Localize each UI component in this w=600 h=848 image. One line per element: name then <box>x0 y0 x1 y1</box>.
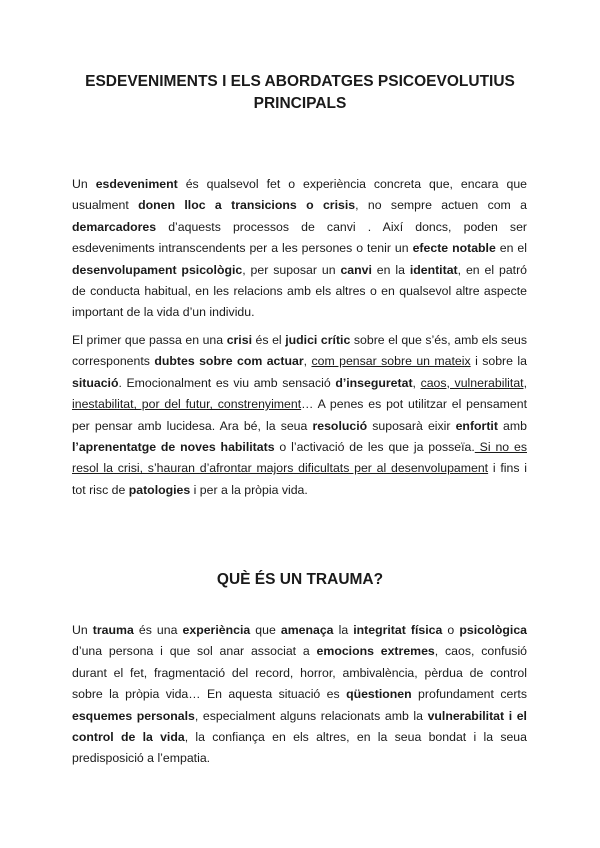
text-run: , en el patró de conducta habitual, en les relacions amb els altres o en qualsevol altre aspecte important de la vida d’un individu. <box>72 262 528 320</box>
text-run: en la <box>371 262 410 277</box>
text-run: demarcadores <box>72 219 157 234</box>
text-run: crisi <box>226 333 252 347</box>
text-run: Un <box>72 177 96 191</box>
text-run: qüestionen <box>346 687 412 702</box>
text-run: integritat física <box>353 623 443 637</box>
text-run: és el <box>251 333 286 347</box>
paragraph-esdeveniment <box>72 174 527 324</box>
text-run: , per suposar un <box>242 262 341 277</box>
text-run: esdeveniment <box>95 177 178 191</box>
text-run: és una <box>133 623 183 637</box>
text-run: . Emocionalment es viu amb sensació <box>118 375 336 390</box>
text-run: efecte notable <box>412 241 496 256</box>
paragraph-trauma <box>72 620 527 770</box>
text-run: vulnerabilitat i el control de la vida <box>72 708 527 745</box>
text-run: suposarà eixir <box>367 418 456 433</box>
text-run: o <box>442 623 460 637</box>
text-run: , caos, confusió durant el fet, fragmentació del record, horror, ambivalència, pèrdua de control sobre la pròpia vida… En aquesta situació es <box>72 644 528 702</box>
text-run: la <box>333 623 354 637</box>
text-run: sobre el que s’és, amb els seus corresponents <box>72 333 527 369</box>
text-run: trauma <box>92 623 134 637</box>
text-run: El primer que passa en una <box>72 333 227 347</box>
text-run: psicològica <box>459 623 527 637</box>
text-run: amenaça <box>280 623 334 637</box>
text-run: enfortit <box>455 418 498 433</box>
text-run: amb <box>497 418 527 433</box>
text-run: patologies <box>128 482 191 497</box>
text-run: Si no es resol la crisi, s’hauran d’afrontar majors dificultats per al desenvolupament <box>72 440 527 476</box>
text-run: … A penes es pot utilitzar el pensament per pensar amb lucidesa. Ara bé, la seua <box>72 397 527 433</box>
text-run: caos, vulnerabilitat, inestabilitat, por del futur, constrenyiment <box>72 375 527 412</box>
text-run: identitat <box>409 262 458 277</box>
paragraph-crisi <box>72 330 527 501</box>
text-run: dubtes sobre com actuar <box>154 354 304 369</box>
text-run: canvi <box>340 262 372 277</box>
text-run: que <box>250 623 281 637</box>
text-run: desenvolupament psicològic <box>72 262 243 277</box>
text-run: judici crític <box>285 333 351 347</box>
text-run: l’aprenentatge de noves habilitats <box>72 440 275 455</box>
text-run: resolució <box>312 418 368 433</box>
document-title: ESDEVENIMENTS I ELS ABORDATGES PSICOEVOLUTIUS PRINCIPALS <box>85 73 515 112</box>
text-run: i sobre la <box>470 354 527 369</box>
section-title: QUÈ ÉS UN TRAUMA? <box>216 571 384 588</box>
text-run: i fins i tot risc de <box>72 461 527 497</box>
text-run: , la confiança en els altres, en la seua bondat i la seua predisposició a l’empatia. <box>72 730 527 766</box>
text-run: en el <box>495 241 527 256</box>
text-run: situació <box>72 375 119 390</box>
text-run: Un <box>72 623 93 637</box>
text-run: , no sempre actuen com a <box>355 198 528 213</box>
text-run: com pensar sobre un mateix <box>311 354 471 369</box>
text-run: o l’activació de les que ja posseïa. <box>274 440 475 455</box>
text-run: donen lloc a transicions o crisis <box>138 198 356 213</box>
text-run: emocions extremes <box>316 644 435 659</box>
text-run: esquemes personals <box>72 708 195 723</box>
text-run: , <box>412 375 421 390</box>
text-run: és qualsevol fet o experiència concreta que, encara que usualment <box>72 177 528 213</box>
text-run: experiència <box>182 623 251 637</box>
text-run: , <box>303 354 312 369</box>
text-run: , especialment alguns relacionats amb la <box>194 708 428 723</box>
text-run: i per a la pròpia vida. <box>190 482 308 497</box>
text-run: d’aquests processos de canvi . Així doncs, poden ser esdeveniments intranscendents per a les persones o tenir un <box>72 219 527 256</box>
text-run: d’inseguretat <box>335 375 413 390</box>
text-run: profundament certs <box>411 687 527 702</box>
text-run: d’una persona i que sol anar associat a <box>72 644 317 659</box>
